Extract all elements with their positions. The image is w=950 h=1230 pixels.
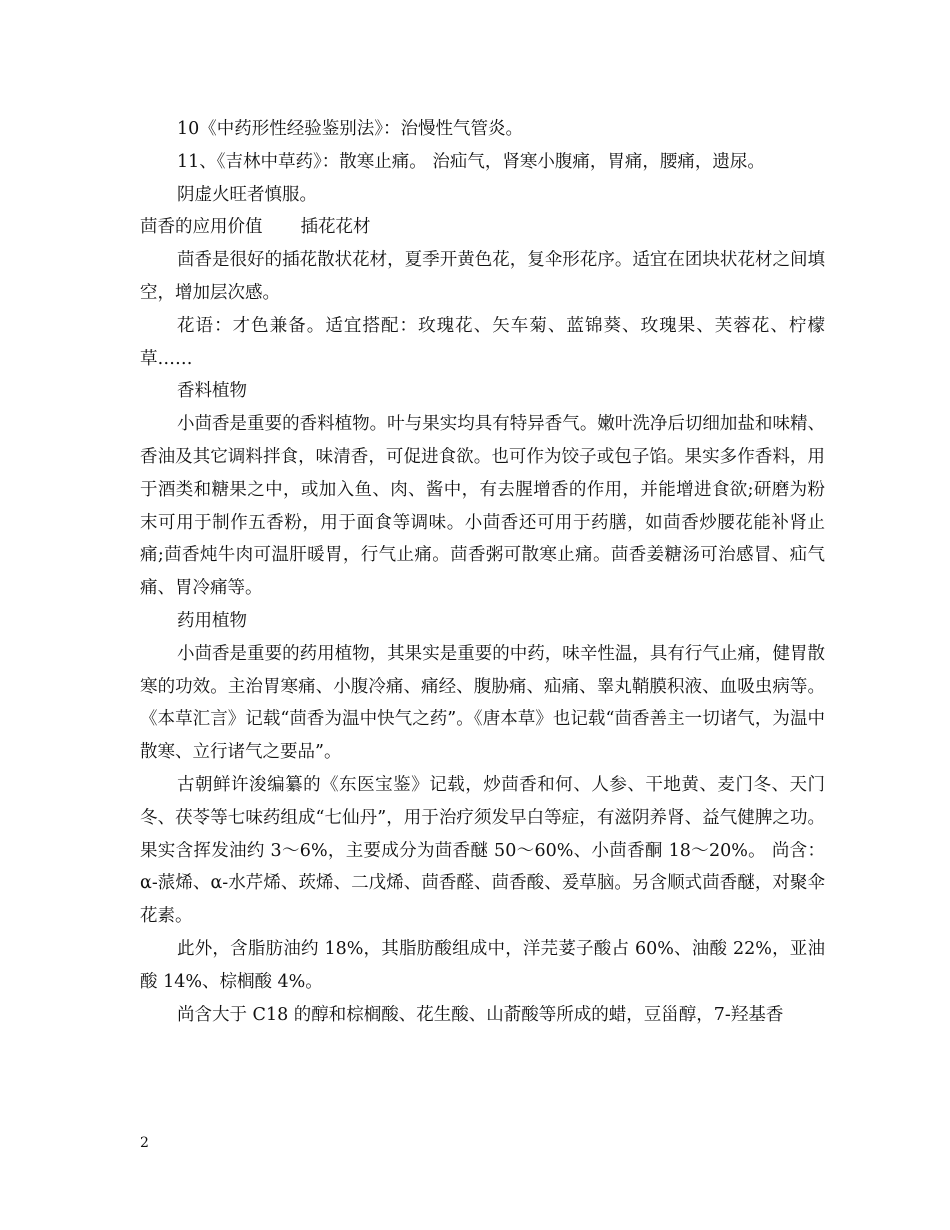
paragraph: 小茴香是重要的香料植物。叶与果实均具有特异香气。嫩叶洗净后切细加盐和味精、香油及其它调料拌食，味清香，可促进食欲。也可作为饺子或包子馅。果实多作香料，用于酒类和糖果之中，或加入鱼、肉、酱中，有去腥增香的作用，并能增进食欲;研磨为粉末可用于制作五香粉，用于面食等调味。小茴香还可用于药膳，如茴香炒腰花能补肾止痛;茴香炖牛肉可温肝暖胃，行气止痛。茴香粥可散寒止痛。茴香姜糖汤可治感冒、疝气痛、胃冷痛等。 [140,414,825,599]
paragraph: 尚含大于 C18 的醇和棕榈酸、花生酸、山萮酸等所成的蜡，豆甾醇，7-羟基香 [177,1004,784,1025]
document-body [140,113,825,1031]
paragraph: 花语：才色兼备。适宜搭配：玫瑰花、矢车菊、蓝锦葵、玫瑰果、芙蓉花、柠檬草…… [140,315,825,369]
paragraph: 阴虚火旺者慎服。 [177,184,317,205]
section-heading [140,211,825,244]
section-title: 茴香的应用价值 [140,217,263,238]
page-number: 2 [140,1135,149,1151]
paragraph: 此外，含脂肪油约 18%，其脂肪酸组成中，洋芫荽子酸占 60%、油酸 22%，亚油酸 14%、棕榈酸 4%。 [140,938,825,992]
subsection-heading: 香料植物 [177,381,247,402]
section-subtitle: 插花花材 [300,217,371,238]
paragraph: 古朝鲜许浚编纂的《东医宝鉴》记载，炒茴香和何、人参、干地黄、麦门冬、天门冬、茯苓等七味药组成“七仙丹”，用于治疗须发早白等症，有滋阴养肾、益气健脾之功。 果实含挥发油约 3～6%，主要成分为茴香醚 50～60%、小茴香酮 18～20%。 尚含：α-蒎烯、α-水芹烯、莰烯、二戊烯、茴香醛、茴香酸、爰草脑。另含顺式茴香醚，对聚伞花素。 [140,774,825,927]
paragraph: 小茴香是重要的药用植物，其果实是重要的中药，味辛性温，具有行气止痛，健胃散寒的功效。主治胃寒痛、小腹冷痛、痛经、腹胁痛、疝痛、睾丸鞘膜积液、血吸虫病等。《本草汇言》记载“茴香为温中快气之药”。《唐本草》也记载“茴香善主一切诸气，为温中散寒、立行诸气之要品”。 [140,643,825,763]
paragraph: 茴香是很好的插花散状花材，夏季开黄色花，复伞形花序。适宜在团块状花材之间填空，增加层次感。 [140,250,825,303]
subsection-heading: 药用植物 [177,610,247,631]
paragraph: 11、《吉林中草药》：散寒止痛。 治疝气，肾寒小腹痛，胃痛，腰痛，遗尿。 [177,151,765,172]
paragraph: 10《中药形性经验鉴别法》：治慢性气管炎。 [177,119,524,139]
